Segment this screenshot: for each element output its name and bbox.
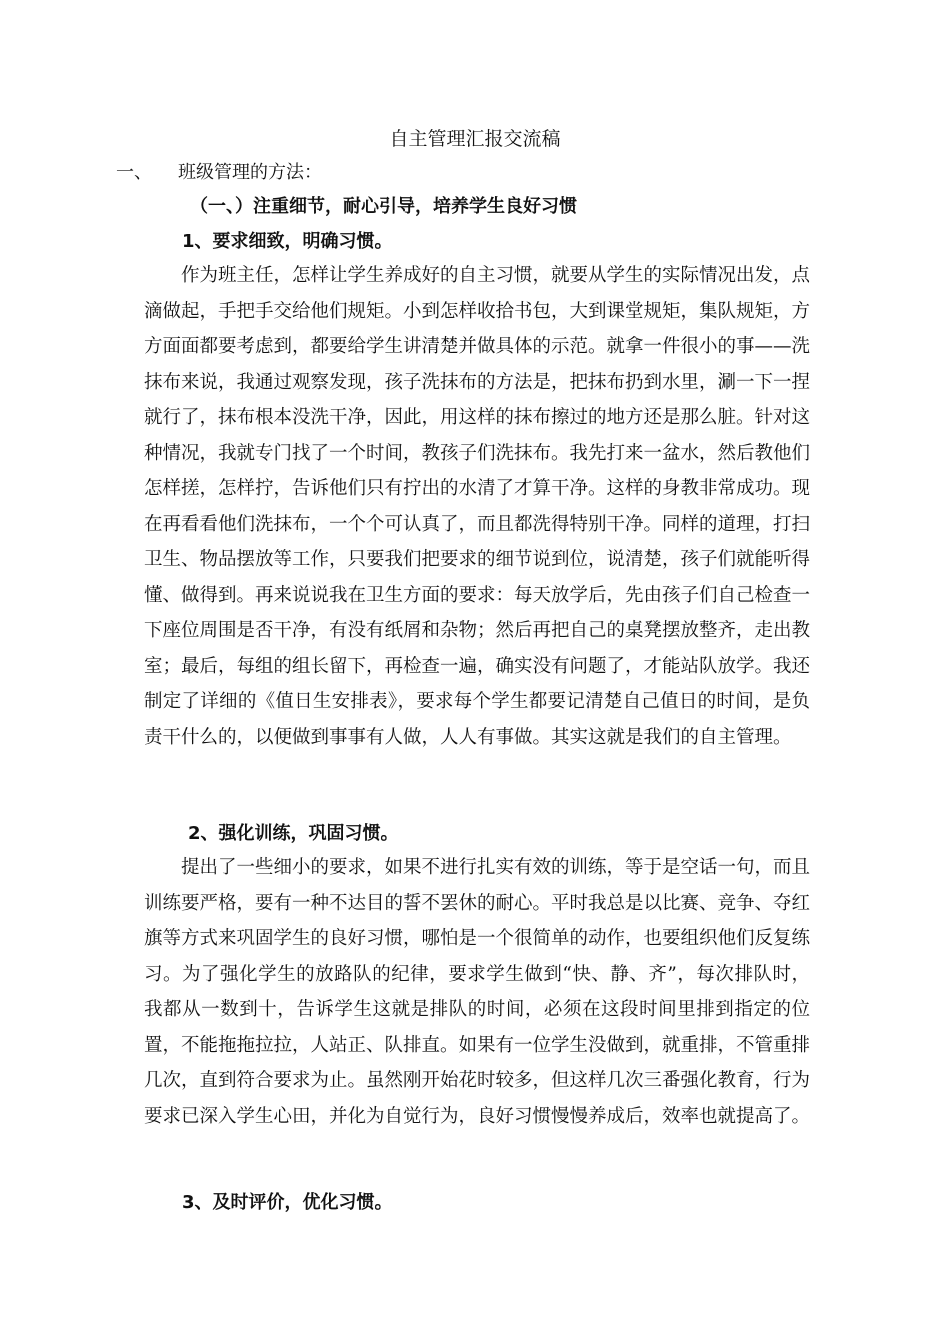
point-2-paragraph: 提出了一些细小的要求，如果不进行扎实有效的训练，等于是空话一句，而且训练要严格，要有一种不达目的誓不罢休的耐心。平时我总是以比赛、竞争、夺红旗等方式来巩固学生的良好习惯，哪怕是一个很简单的动作，也要组织他们反复练习。为了强化学生的放路队的纪律，要求学生做到“快、静、齐”，每次排队时，我都从一数到十，告诉学生这就是排队的时间，必须在这段时间里排到指定的位置，不能拖拖拉拉，人站正、队排直。如果有一位学生没做到，就重排，不管重排几次，直到符合要求为止。虽然刚开始花时较多，但这样几次三番强化教育，行为要求已深入学生心田，并化为自觉行为，良好习惯慢慢养成后，效率也就提高了。 [144, 857, 811, 1127]
section-number: 一、 [116, 162, 152, 183]
section-heading: 班级管理的方法： [178, 162, 322, 183]
point-1-heading: 1、要求细致，明确习惯。 [182, 231, 393, 252]
document-title: 自主管理汇报交流稿 [389, 128, 561, 150]
point-2-heading: 2、强化训练，巩固习惯。 [188, 823, 399, 844]
point-1-paragraph: 作为班主任，怎样让学生养成好的自主习惯，就要从学生的实际情况出发，点滴做起，手把手交给他们规矩。小到怎样收拾书包，大到课堂规矩，集队规矩，方方面面都要考虑到，都要给学生讲清楚并做具体的示范。就拿一件很小的事——洗抹布来说，我通过观察发现，孩子洗抹布的方法是，把抹布扔到水里，涮一下一捏就行了，抹布根本没洗干净，因此，用这样的抹布擦过的地方还是那么脏。针对这种情况，我就专门找了一个时间，教孩子们洗抹布。我先打来一盆水，然后教他们怎样搓，怎样拧，告诉他们只有拧出的水清了才算干净。这样的身教非常成功。现在再看看他们洗抹布，一个个可认真了，而且都洗得特别干净。同样的道理，打扫卫生、物品摆放等工作，只要我们把要求的细节说到位，说清楚，孩子们就能听得懂、做得到。再来说说我在卫生方面的要求：每天放学后，先由孩子们自己检查一下座位周围是否干净，有没有纸屑和杂物；然后再把自己的桌凳摆放整齐，走出教室；最后，每组的组长留下，再检查一遍，确实没有问题了，才能站队放学。我还制定了详细的《值日生安排表》，要求每个学生都要记清楚自己值日的时间，是负责干什么的，以便做到事事有人做，人人有事做。其实这就是我们的自主管理。 [144, 265, 811, 748]
point-3-heading: 3、及时评价，优化习惯。 [182, 1192, 393, 1213]
subsection-heading: （一、）注重细节，耐心引导，培养学生良好习惯 [190, 196, 577, 217]
